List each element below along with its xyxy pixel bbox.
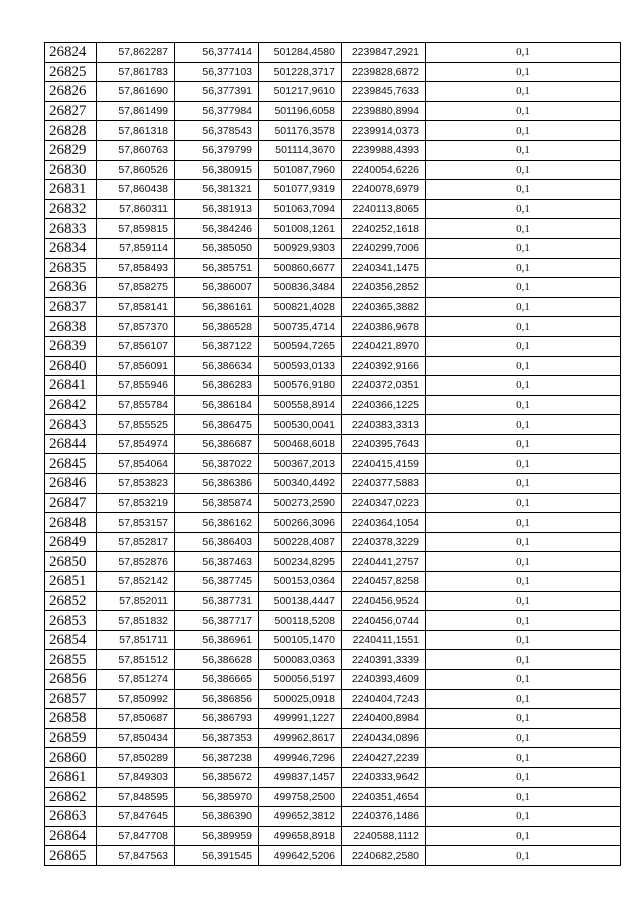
x-coordinate-cell: 500735,4714 <box>259 317 342 337</box>
accuracy-cell: 0,1 <box>426 376 621 396</box>
x-coordinate-cell: 500367,2013 <box>259 454 342 474</box>
y-coordinate-cell: 2239845,7633 <box>342 82 426 102</box>
point-number-cell: 26830 <box>45 160 97 180</box>
point-number-cell: 26862 <box>45 787 97 807</box>
x-coordinate-cell: 500821,4028 <box>259 297 342 317</box>
table-row <box>45 43 621 63</box>
longitude-cell: 56,386665 <box>175 670 259 690</box>
latitude-cell: 57,848595 <box>97 787 175 807</box>
table-row <box>45 297 621 317</box>
latitude-cell: 57,856107 <box>97 336 175 356</box>
table-row <box>45 219 621 239</box>
point-number-cell: 26865 <box>45 846 97 866</box>
y-coordinate-cell: 2240383,3313 <box>342 415 426 435</box>
point-number-cell: 26841 <box>45 376 97 396</box>
y-coordinate-cell: 2240421,8970 <box>342 336 426 356</box>
point-number-cell: 26854 <box>45 630 97 650</box>
y-coordinate-cell: 2240456,0744 <box>342 611 426 631</box>
table-row <box>45 591 621 611</box>
accuracy-cell: 0,1 <box>426 513 621 533</box>
longitude-cell: 56,386961 <box>175 630 259 650</box>
latitude-cell: 57,859114 <box>97 238 175 258</box>
point-number-cell: 26842 <box>45 395 97 415</box>
x-coordinate-cell: 500860,6677 <box>259 258 342 278</box>
table-row <box>45 630 621 650</box>
accuracy-cell: 0,1 <box>426 336 621 356</box>
latitude-cell: 57,855784 <box>97 395 175 415</box>
latitude-cell: 57,861690 <box>97 82 175 102</box>
x-coordinate-cell: 500105,1470 <box>259 630 342 650</box>
x-coordinate-cell: 500234,8295 <box>259 552 342 572</box>
table-row <box>45 670 621 690</box>
point-number-cell: 26853 <box>45 611 97 631</box>
accuracy-cell: 0,1 <box>426 278 621 298</box>
y-coordinate-cell: 2240252,1618 <box>342 219 426 239</box>
longitude-cell: 56,386007 <box>175 278 259 298</box>
point-number-cell: 26852 <box>45 591 97 611</box>
table-row <box>45 807 621 827</box>
point-number-cell: 26855 <box>45 650 97 670</box>
point-number-cell: 26837 <box>45 297 97 317</box>
table-row <box>45 493 621 513</box>
point-number-cell: 26843 <box>45 415 97 435</box>
point-number-cell: 26856 <box>45 670 97 690</box>
latitude-cell: 57,862287 <box>97 43 175 63</box>
table-row <box>45 846 621 866</box>
y-coordinate-cell: 2239847,2921 <box>342 43 426 63</box>
latitude-cell: 57,850687 <box>97 709 175 729</box>
latitude-cell: 57,854064 <box>97 454 175 474</box>
y-coordinate-cell: 2240457,8258 <box>342 572 426 592</box>
longitude-cell: 56,378543 <box>175 121 259 141</box>
x-coordinate-cell: 501196,6058 <box>259 101 342 121</box>
x-coordinate-cell: 500530,0041 <box>259 415 342 435</box>
accuracy-cell: 0,1 <box>426 728 621 748</box>
longitude-cell: 56,391545 <box>175 846 259 866</box>
accuracy-cell: 0,1 <box>426 826 621 846</box>
latitude-cell: 57,853219 <box>97 493 175 513</box>
x-coordinate-cell: 499658,8918 <box>259 826 342 846</box>
longitude-cell: 56,387353 <box>175 728 259 748</box>
longitude-cell: 56,381321 <box>175 180 259 200</box>
accuracy-cell: 0,1 <box>426 297 621 317</box>
latitude-cell: 57,860763 <box>97 140 175 160</box>
table-row <box>45 317 621 337</box>
x-coordinate-cell: 500138,4447 <box>259 591 342 611</box>
y-coordinate-cell: 2240391,3339 <box>342 650 426 670</box>
x-coordinate-cell: 500468,6018 <box>259 434 342 454</box>
table-row <box>45 395 621 415</box>
x-coordinate-cell: 500228,4087 <box>259 532 342 552</box>
longitude-cell: 56,377984 <box>175 101 259 121</box>
longitude-cell: 56,386628 <box>175 650 259 670</box>
latitude-cell: 57,860526 <box>97 160 175 180</box>
latitude-cell: 57,847645 <box>97 807 175 827</box>
point-number-cell: 26851 <box>45 572 97 592</box>
table-row <box>45 454 621 474</box>
longitude-cell: 56,381913 <box>175 199 259 219</box>
point-number-cell: 26840 <box>45 356 97 376</box>
accuracy-cell: 0,1 <box>426 493 621 513</box>
y-coordinate-cell: 2239880,8994 <box>342 101 426 121</box>
accuracy-cell: 0,1 <box>426 101 621 121</box>
x-coordinate-cell: 499652,3812 <box>259 807 342 827</box>
latitude-cell: 57,860438 <box>97 180 175 200</box>
point-number-cell: 26860 <box>45 748 97 768</box>
table-row <box>45 709 621 729</box>
accuracy-cell: 0,1 <box>426 43 621 63</box>
latitude-cell: 57,860311 <box>97 199 175 219</box>
table-row <box>45 121 621 141</box>
accuracy-cell: 0,1 <box>426 121 621 141</box>
y-coordinate-cell: 2240393,4609 <box>342 670 426 690</box>
y-coordinate-cell: 2240456,9524 <box>342 591 426 611</box>
coordinates-table <box>44 42 621 866</box>
latitude-cell: 57,859815 <box>97 219 175 239</box>
y-coordinate-cell: 2239828,6872 <box>342 62 426 82</box>
longitude-cell: 56,385751 <box>175 258 259 278</box>
longitude-cell: 56,386687 <box>175 434 259 454</box>
table-row <box>45 474 621 494</box>
table-body <box>45 43 621 866</box>
point-number-cell: 26858 <box>45 709 97 729</box>
table-row <box>45 650 621 670</box>
y-coordinate-cell: 2240372,0351 <box>342 376 426 396</box>
point-number-cell: 26834 <box>45 238 97 258</box>
table-row <box>45 767 621 787</box>
y-coordinate-cell: 2240113,8065 <box>342 199 426 219</box>
accuracy-cell: 0,1 <box>426 611 621 631</box>
accuracy-cell: 0,1 <box>426 180 621 200</box>
y-coordinate-cell: 2240347,0223 <box>342 493 426 513</box>
point-number-cell: 26849 <box>45 532 97 552</box>
latitude-cell: 57,847563 <box>97 846 175 866</box>
accuracy-cell: 0,1 <box>426 572 621 592</box>
latitude-cell: 57,861499 <box>97 101 175 121</box>
x-coordinate-cell: 499758,2500 <box>259 787 342 807</box>
y-coordinate-cell: 2240434,0896 <box>342 728 426 748</box>
point-number-cell: 26833 <box>45 219 97 239</box>
x-coordinate-cell: 500340,4492 <box>259 474 342 494</box>
longitude-cell: 56,386528 <box>175 317 259 337</box>
point-number-cell: 26838 <box>45 317 97 337</box>
latitude-cell: 57,850289 <box>97 748 175 768</box>
longitude-cell: 56,386390 <box>175 807 259 827</box>
latitude-cell: 57,855525 <box>97 415 175 435</box>
table-row <box>45 238 621 258</box>
latitude-cell: 57,858141 <box>97 297 175 317</box>
table-row <box>45 728 621 748</box>
y-coordinate-cell: 2240415,4159 <box>342 454 426 474</box>
x-coordinate-cell: 500558,8914 <box>259 395 342 415</box>
latitude-cell: 57,857370 <box>97 317 175 337</box>
point-number-cell: 26825 <box>45 62 97 82</box>
x-coordinate-cell: 500594,7265 <box>259 336 342 356</box>
y-coordinate-cell: 2240299,7006 <box>342 238 426 258</box>
table-row <box>45 180 621 200</box>
longitude-cell: 56,386793 <box>175 709 259 729</box>
y-coordinate-cell: 2240351,4654 <box>342 787 426 807</box>
accuracy-cell: 0,1 <box>426 454 621 474</box>
table-row <box>45 278 621 298</box>
longitude-cell: 56,386403 <box>175 532 259 552</box>
latitude-cell: 57,851832 <box>97 611 175 631</box>
accuracy-cell: 0,1 <box>426 62 621 82</box>
accuracy-cell: 0,1 <box>426 807 621 827</box>
latitude-cell: 57,853823 <box>97 474 175 494</box>
accuracy-cell: 0,1 <box>426 670 621 690</box>
latitude-cell: 57,850992 <box>97 689 175 709</box>
y-coordinate-cell: 2239914,0373 <box>342 121 426 141</box>
longitude-cell: 56,387745 <box>175 572 259 592</box>
x-coordinate-cell: 501008,1261 <box>259 219 342 239</box>
accuracy-cell: 0,1 <box>426 140 621 160</box>
latitude-cell: 57,847708 <box>97 826 175 846</box>
table-row <box>45 787 621 807</box>
y-coordinate-cell: 2240376,1486 <box>342 807 426 827</box>
y-coordinate-cell: 2240341,1475 <box>342 258 426 278</box>
accuracy-cell: 0,1 <box>426 846 621 866</box>
y-coordinate-cell: 2240378,3229 <box>342 532 426 552</box>
accuracy-cell: 0,1 <box>426 395 621 415</box>
longitude-cell: 56,387463 <box>175 552 259 572</box>
accuracy-cell: 0,1 <box>426 650 621 670</box>
latitude-cell: 57,851711 <box>97 630 175 650</box>
point-number-cell: 26835 <box>45 258 97 278</box>
x-coordinate-cell: 501114,3670 <box>259 140 342 160</box>
latitude-cell: 57,855946 <box>97 376 175 396</box>
x-coordinate-cell: 500083,0363 <box>259 650 342 670</box>
accuracy-cell: 0,1 <box>426 532 621 552</box>
table-row <box>45 434 621 454</box>
latitude-cell: 57,856091 <box>97 356 175 376</box>
table-row <box>45 572 621 592</box>
x-coordinate-cell: 500056,5197 <box>259 670 342 690</box>
longitude-cell: 56,386162 <box>175 513 259 533</box>
accuracy-cell: 0,1 <box>426 258 621 278</box>
table-row <box>45 160 621 180</box>
longitude-cell: 56,385672 <box>175 767 259 787</box>
longitude-cell: 56,387122 <box>175 336 259 356</box>
x-coordinate-cell: 499946,7296 <box>259 748 342 768</box>
longitude-cell: 56,389959 <box>175 826 259 846</box>
y-coordinate-cell: 2240356,2852 <box>342 278 426 298</box>
table-row <box>45 611 621 631</box>
longitude-cell: 56,377391 <box>175 82 259 102</box>
longitude-cell: 56,377414 <box>175 43 259 63</box>
y-coordinate-cell: 2240427,2239 <box>342 748 426 768</box>
table-row <box>45 513 621 533</box>
accuracy-cell: 0,1 <box>426 434 621 454</box>
x-coordinate-cell: 500153,0364 <box>259 572 342 592</box>
y-coordinate-cell: 2240411,1551 <box>342 630 426 650</box>
longitude-cell: 56,384246 <box>175 219 259 239</box>
y-coordinate-cell: 2240377,5883 <box>342 474 426 494</box>
longitude-cell: 56,386475 <box>175 415 259 435</box>
longitude-cell: 56,386283 <box>175 376 259 396</box>
accuracy-cell: 0,1 <box>426 552 621 572</box>
x-coordinate-cell: 501217,9610 <box>259 82 342 102</box>
longitude-cell: 56,386184 <box>175 395 259 415</box>
latitude-cell: 57,850434 <box>97 728 175 748</box>
accuracy-cell: 0,1 <box>426 238 621 258</box>
latitude-cell: 57,858275 <box>97 278 175 298</box>
accuracy-cell: 0,1 <box>426 689 621 709</box>
x-coordinate-cell: 501284,4580 <box>259 43 342 63</box>
accuracy-cell: 0,1 <box>426 630 621 650</box>
x-coordinate-cell: 500593,0133 <box>259 356 342 376</box>
x-coordinate-cell: 499837,1457 <box>259 767 342 787</box>
table-row <box>45 748 621 768</box>
point-number-cell: 26848 <box>45 513 97 533</box>
point-number-cell: 26832 <box>45 199 97 219</box>
point-number-cell: 26827 <box>45 101 97 121</box>
y-coordinate-cell: 2240441,2757 <box>342 552 426 572</box>
table-row <box>45 689 621 709</box>
y-coordinate-cell: 2240588,1112 <box>342 826 426 846</box>
accuracy-cell: 0,1 <box>426 160 621 180</box>
longitude-cell: 56,386161 <box>175 297 259 317</box>
longitude-cell: 56,387238 <box>175 748 259 768</box>
point-number-cell: 26864 <box>45 826 97 846</box>
table-row <box>45 532 621 552</box>
latitude-cell: 57,852142 <box>97 572 175 592</box>
accuracy-cell: 0,1 <box>426 787 621 807</box>
longitude-cell: 56,387022 <box>175 454 259 474</box>
table-row <box>45 101 621 121</box>
x-coordinate-cell: 501176,3578 <box>259 121 342 141</box>
point-number-cell: 26847 <box>45 493 97 513</box>
accuracy-cell: 0,1 <box>426 199 621 219</box>
table-row <box>45 258 621 278</box>
y-coordinate-cell: 2240054,6226 <box>342 160 426 180</box>
latitude-cell: 57,854974 <box>97 434 175 454</box>
y-coordinate-cell: 2240386,9678 <box>342 317 426 337</box>
point-number-cell: 26845 <box>45 454 97 474</box>
x-coordinate-cell: 500929,9303 <box>259 238 342 258</box>
y-coordinate-cell: 2240392,9166 <box>342 356 426 376</box>
point-number-cell: 26861 <box>45 767 97 787</box>
point-number-cell: 26836 <box>45 278 97 298</box>
x-coordinate-cell: 500118,5208 <box>259 611 342 631</box>
y-coordinate-cell: 2240364,1054 <box>342 513 426 533</box>
accuracy-cell: 0,1 <box>426 415 621 435</box>
accuracy-cell: 0,1 <box>426 709 621 729</box>
accuracy-cell: 0,1 <box>426 748 621 768</box>
longitude-cell: 56,380915 <box>175 160 259 180</box>
table-row <box>45 199 621 219</box>
x-coordinate-cell: 500836,3484 <box>259 278 342 298</box>
table-row <box>45 376 621 396</box>
y-coordinate-cell: 2240395,7643 <box>342 434 426 454</box>
x-coordinate-cell: 501228,3717 <box>259 62 342 82</box>
table-row <box>45 415 621 435</box>
y-coordinate-cell: 2240404,7243 <box>342 689 426 709</box>
latitude-cell: 57,853157 <box>97 513 175 533</box>
x-coordinate-cell: 500273,2590 <box>259 493 342 513</box>
longitude-cell: 56,377103 <box>175 62 259 82</box>
y-coordinate-cell: 2239988,4393 <box>342 140 426 160</box>
accuracy-cell: 0,1 <box>426 356 621 376</box>
x-coordinate-cell: 499962,8617 <box>259 728 342 748</box>
point-number-cell: 26846 <box>45 474 97 494</box>
longitude-cell: 56,385050 <box>175 238 259 258</box>
x-coordinate-cell: 500025,0918 <box>259 689 342 709</box>
accuracy-cell: 0,1 <box>426 591 621 611</box>
table-row <box>45 82 621 102</box>
longitude-cell: 56,387731 <box>175 591 259 611</box>
table-row <box>45 356 621 376</box>
point-number-cell: 26863 <box>45 807 97 827</box>
latitude-cell: 57,851274 <box>97 670 175 690</box>
longitude-cell: 56,386856 <box>175 689 259 709</box>
accuracy-cell: 0,1 <box>426 317 621 337</box>
point-number-cell: 26826 <box>45 82 97 102</box>
y-coordinate-cell: 2240365,3882 <box>342 297 426 317</box>
longitude-cell: 56,386386 <box>175 474 259 494</box>
x-coordinate-cell: 501063,7094 <box>259 199 342 219</box>
y-coordinate-cell: 2240333,9642 <box>342 767 426 787</box>
point-number-cell: 26850 <box>45 552 97 572</box>
longitude-cell: 56,385874 <box>175 493 259 513</box>
point-number-cell: 26859 <box>45 728 97 748</box>
longitude-cell: 56,385970 <box>175 787 259 807</box>
latitude-cell: 57,861783 <box>97 62 175 82</box>
latitude-cell: 57,852011 <box>97 591 175 611</box>
latitude-cell: 57,849303 <box>97 767 175 787</box>
point-number-cell: 26828 <box>45 121 97 141</box>
x-coordinate-cell: 500576,9180 <box>259 376 342 396</box>
latitude-cell: 57,852817 <box>97 532 175 552</box>
longitude-cell: 56,386634 <box>175 356 259 376</box>
table-row <box>45 552 621 572</box>
latitude-cell: 57,852876 <box>97 552 175 572</box>
point-number-cell: 26857 <box>45 689 97 709</box>
table-row <box>45 826 621 846</box>
y-coordinate-cell: 2240366,1225 <box>342 395 426 415</box>
table-row <box>45 140 621 160</box>
accuracy-cell: 0,1 <box>426 219 621 239</box>
x-coordinate-cell: 499991,1227 <box>259 709 342 729</box>
point-number-cell: 26839 <box>45 336 97 356</box>
x-coordinate-cell: 499642,5206 <box>259 846 342 866</box>
accuracy-cell: 0,1 <box>426 767 621 787</box>
latitude-cell: 57,851512 <box>97 650 175 670</box>
point-number-cell: 26829 <box>45 140 97 160</box>
point-number-cell: 26844 <box>45 434 97 454</box>
table-row <box>45 62 621 82</box>
accuracy-cell: 0,1 <box>426 82 621 102</box>
point-number-cell: 26824 <box>45 43 97 63</box>
longitude-cell: 56,387717 <box>175 611 259 631</box>
latitude-cell: 57,861318 <box>97 121 175 141</box>
accuracy-cell: 0,1 <box>426 474 621 494</box>
longitude-cell: 56,379799 <box>175 140 259 160</box>
point-number-cell: 26831 <box>45 180 97 200</box>
y-coordinate-cell: 2240400,8984 <box>342 709 426 729</box>
x-coordinate-cell: 501077,9319 <box>259 180 342 200</box>
x-coordinate-cell: 501087,7960 <box>259 160 342 180</box>
x-coordinate-cell: 500266,3096 <box>259 513 342 533</box>
y-coordinate-cell: 2240682,2580 <box>342 846 426 866</box>
latitude-cell: 57,858493 <box>97 258 175 278</box>
table-row <box>45 336 621 356</box>
y-coordinate-cell: 2240078,6979 <box>342 180 426 200</box>
